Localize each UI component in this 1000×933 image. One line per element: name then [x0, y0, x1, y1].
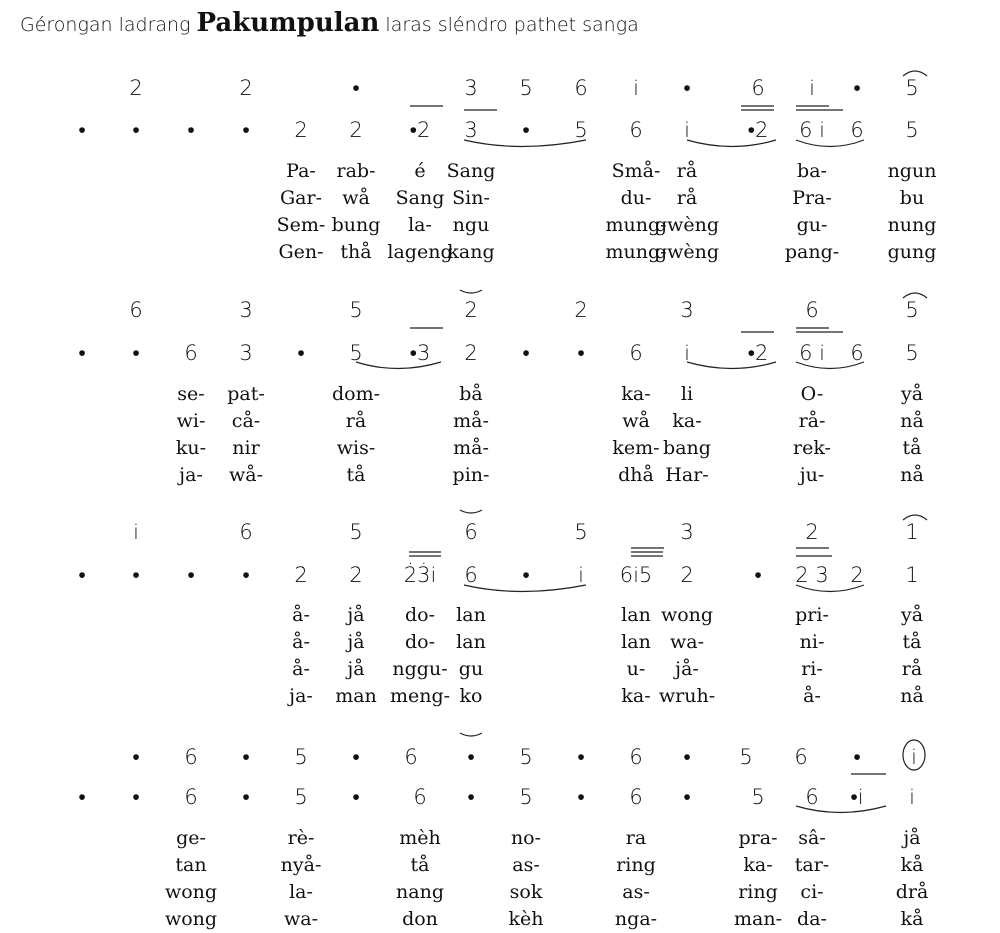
lyric-syllable: sâ-	[798, 827, 826, 849]
lyric-syllable: ra	[625, 827, 647, 849]
balungan-note: 6	[239, 520, 253, 544]
vocal-note: 6	[413, 785, 427, 809]
balungan-note: 6	[464, 520, 478, 544]
lyric-syllable: do-	[404, 631, 436, 653]
vocal-note: 6	[629, 118, 643, 142]
vocal-note: •	[78, 341, 86, 365]
lyric-syllable: Sem-	[276, 214, 326, 236]
lyric-syllable: rab-	[336, 160, 376, 182]
balungan-note: 2	[464, 298, 478, 322]
lyric-syllable: yå	[900, 604, 924, 626]
balungan-note: 3	[239, 298, 253, 322]
lyric-syllable: Sang	[395, 187, 445, 209]
lyric-syllable: da-	[797, 908, 827, 930]
vocal-note: i̇	[684, 118, 690, 142]
lyric-syllable: wis-	[336, 437, 376, 459]
lyric-syllable: du-	[620, 187, 652, 209]
lyric-syllable: drå	[895, 881, 929, 903]
lyric-syllable: é	[414, 160, 426, 182]
lyric-syllable: Sang	[446, 160, 496, 182]
vocal-note: •	[683, 785, 691, 809]
lyric-syllable: Har-	[665, 464, 709, 486]
title-prefix: Gérongan ladrang	[20, 14, 191, 36]
lyric-syllable: må-	[453, 437, 489, 459]
lyric-syllable: wong	[660, 604, 714, 626]
vocal-note: 5	[905, 341, 919, 365]
lyric-syllable: rå	[676, 187, 698, 209]
lyric-syllable: no-	[510, 827, 542, 849]
vocal-note: 5	[349, 341, 363, 365]
lyric-syllable: rek-	[793, 437, 831, 459]
lyric-syllable: kang	[447, 241, 495, 263]
vocal-note: •	[242, 563, 250, 587]
vocal-note: 6 i̇	[799, 341, 825, 365]
vocal-note: •	[522, 341, 530, 365]
lyric-syllable: bå	[459, 383, 483, 405]
balungan-note: 5	[739, 745, 753, 769]
vocal-note: 5	[905, 118, 919, 142]
vocal-note: •	[132, 785, 140, 809]
vocal-note: •	[132, 118, 140, 142]
lyric-syllable: ngun	[887, 160, 937, 182]
balungan-note: 5	[519, 745, 533, 769]
balungan-note: 6	[129, 298, 143, 322]
lyric-syllable: ja-	[179, 464, 203, 486]
vocal-note: 2	[294, 118, 308, 142]
lyric-syllable: rå-	[798, 410, 826, 432]
vocal-note: •	[522, 118, 530, 142]
lyric-syllable: tå	[346, 464, 366, 486]
lyric-syllable: å-	[292, 604, 310, 626]
lyric-syllable: wå	[622, 410, 650, 432]
lyric-syllable: as-	[622, 881, 650, 903]
vocal-note: 6	[184, 785, 198, 809]
lyric-syllable: lageng	[387, 241, 453, 263]
balungan-note: •	[132, 745, 140, 769]
balungan-note: 3	[680, 298, 694, 322]
vocal-note: 6i̇5	[619, 563, 653, 587]
balungan-note: 6	[574, 76, 588, 100]
vocal-note: •2̇	[747, 118, 769, 142]
lyric-syllable: ju-	[799, 464, 825, 486]
lyric-syllable: ring	[738, 881, 778, 903]
balungan-note: •	[467, 745, 475, 769]
vocal-note: 3	[464, 118, 478, 142]
lyric-syllable: tå	[902, 631, 922, 653]
lyric-syllable: ri-	[801, 658, 823, 680]
lyric-syllable: å-	[292, 631, 310, 653]
lyric-syllable: jå-	[675, 658, 699, 680]
balungan-note: 1	[905, 520, 919, 544]
lyric-syllable: kå	[900, 908, 924, 930]
vocal-note: •	[352, 785, 360, 809]
lyric-syllable: pat-	[227, 383, 265, 405]
lyric-syllable: mèh	[399, 827, 441, 849]
lyric-syllable: ku-	[175, 437, 207, 459]
balungan-note: 5	[905, 76, 919, 100]
vocal-note: •	[132, 563, 140, 587]
balungan-note: •	[352, 745, 360, 769]
vocal-note: •	[297, 341, 305, 365]
lyric-syllable: gwèng	[654, 214, 720, 236]
lyric-syllable: u-	[626, 658, 646, 680]
vocal-note: •	[467, 785, 475, 809]
lyric-syllable: Pa-	[286, 160, 316, 182]
lyric-syllable: jå	[347, 604, 365, 626]
vocal-note: •2	[409, 118, 431, 142]
lyric-syllable: wong	[164, 908, 218, 930]
lyric-syllable: meng-	[389, 685, 451, 707]
lyric-syllable: wå	[342, 187, 370, 209]
vocal-note: 5	[519, 785, 533, 809]
vocal-note: 2	[464, 341, 478, 365]
vocal-note: 6	[629, 785, 643, 809]
lyric-syllable: don	[402, 908, 438, 930]
balungan-note: •	[683, 745, 691, 769]
lyric-syllable: ka-	[621, 685, 651, 707]
lyric-syllable: do-	[404, 604, 436, 626]
lyric-syllable: gu-	[796, 214, 828, 236]
lyric-syllable: gu	[458, 658, 484, 680]
vocal-note: •	[187, 563, 195, 587]
vocal-note: •	[78, 785, 86, 809]
lyric-syllable: ring	[616, 854, 656, 876]
lyric-syllable: tå	[902, 437, 922, 459]
lyric-syllable: jå	[347, 631, 365, 653]
balungan-note: i̇	[809, 76, 815, 100]
lyric-syllable: la-	[408, 214, 432, 236]
lyric-syllable: ci-	[800, 881, 824, 903]
vocal-note: 6	[805, 785, 819, 809]
vocal-note: •	[522, 563, 530, 587]
vocal-note: •	[577, 341, 585, 365]
vocal-note: 5	[294, 785, 308, 809]
lyric-syllable: ka-	[743, 854, 773, 876]
balungan-note: •	[683, 76, 691, 100]
lyric-syllable: bang	[663, 437, 711, 459]
balungan-note: 3	[464, 76, 478, 100]
vocal-note: 5	[574, 118, 588, 142]
balungan-note: 6	[404, 745, 418, 769]
vocal-note: •	[187, 118, 195, 142]
vocal-note: 6	[629, 341, 643, 365]
vocal-note: 6	[850, 118, 864, 142]
lyric-syllable: dom-	[331, 383, 381, 405]
vocal-note: 2 3	[795, 563, 829, 587]
lyric-syllable: O-	[800, 383, 824, 405]
lyric-syllable: pra-	[738, 827, 778, 849]
balungan-note: 5	[349, 298, 363, 322]
lyric-syllable: ge-	[176, 827, 206, 849]
slur-arc	[460, 290, 482, 293]
lyric-syllable: mung-	[605, 214, 667, 236]
vocal-note: •	[577, 785, 585, 809]
balungan-note: 6	[629, 745, 643, 769]
lyric-syllable: pang-	[784, 241, 840, 263]
lyric-syllable: man	[335, 685, 377, 707]
balungan-note: 5	[349, 520, 363, 544]
balungan-note: •	[577, 745, 585, 769]
lyric-syllable: tar-	[794, 854, 830, 876]
balungan-note: 2	[239, 76, 253, 100]
lyric-syllable: Gar-	[279, 187, 323, 209]
vocal-note: •i̇	[850, 785, 864, 809]
lyric-syllable: rè-	[287, 827, 315, 849]
lyric-syllable: ba-	[797, 160, 827, 182]
lyric-syllable: ni-	[799, 631, 825, 653]
slur-arc	[460, 510, 482, 513]
lyric-syllable: man-	[733, 908, 783, 930]
vocal-note: i̇	[684, 341, 690, 365]
lyric-syllable: wa-	[283, 908, 319, 930]
lyric-syllable: lan	[621, 631, 651, 653]
vocal-note: •	[78, 118, 86, 142]
lyric-syllable: ka-	[621, 383, 651, 405]
lyric-syllable: tan	[175, 854, 207, 876]
vocal-note: •3	[409, 341, 431, 365]
balungan-note: •	[352, 76, 360, 100]
vocal-note: •	[242, 785, 250, 809]
lyric-syllable: Gen-	[278, 241, 324, 263]
lyric-syllable: nir	[232, 437, 260, 459]
lyric-syllable: ko	[459, 685, 483, 707]
vocal-note: i̇	[578, 563, 584, 587]
vocal-note: 1	[905, 563, 919, 587]
vocal-note: 5	[751, 785, 765, 809]
lyric-syllable: kem-	[612, 437, 660, 459]
lyric-syllable: jå	[903, 827, 921, 849]
lyric-syllable: dhå	[618, 464, 654, 486]
balungan-note: 6	[184, 745, 198, 769]
lyric-syllable: å-	[292, 658, 310, 680]
balungan-note: 6	[751, 76, 765, 100]
vocal-note: 6 i̇	[799, 118, 825, 142]
vocal-note: •	[754, 563, 762, 587]
balungan-note: i̇	[911, 745, 917, 769]
lyric-syllable: Små-	[611, 160, 661, 182]
lyric-syllable: rå	[901, 658, 923, 680]
balungan-note: i̇	[133, 520, 139, 544]
lyric-syllable: rå	[676, 160, 698, 182]
vocal-note: 6	[850, 341, 864, 365]
vocal-note: 2̇	[349, 563, 363, 587]
title-suffix: laras sléndro pathet sanga	[385, 14, 639, 36]
lyric-syllable: gung	[887, 241, 937, 263]
lyric-syllable: rå	[345, 410, 367, 432]
balungan-note: 2	[129, 76, 143, 100]
lyric-syllable: nå	[900, 685, 924, 707]
balungan-note: 2	[805, 520, 819, 544]
lyric-syllable: må-	[453, 410, 489, 432]
lyric-syllable: kèh	[508, 908, 544, 930]
balungan-note: 6	[794, 745, 808, 769]
lyric-syllable: pin-	[452, 464, 490, 486]
lyric-syllable: sok	[509, 881, 543, 903]
lyric-syllable: ja-	[289, 685, 313, 707]
lyric-syllable: tå	[410, 854, 430, 876]
vocal-note: i̇	[909, 785, 915, 809]
vocal-note: 6	[464, 563, 478, 587]
lyric-syllable: jå	[347, 658, 365, 680]
lyric-syllable: ngu	[452, 214, 490, 236]
vocal-note: 2̇3̇i̇	[403, 563, 437, 587]
lyric-syllable: nå	[900, 410, 924, 432]
lyric-syllable: bung	[331, 214, 381, 236]
lyric-syllable: nung	[887, 214, 937, 236]
lyric-syllable: mung-	[605, 241, 667, 263]
balungan-note: 5	[574, 520, 588, 544]
balungan-note: i̇	[633, 76, 639, 100]
lyric-syllable: la-	[289, 881, 313, 903]
vocal-note: •	[242, 118, 250, 142]
lyric-syllable: ka-	[672, 410, 702, 432]
lyric-syllable: pri-	[795, 604, 829, 626]
lyric-syllable: lan	[456, 631, 486, 653]
vocal-note: 2	[680, 563, 694, 587]
lyric-syllable: wa-	[669, 631, 705, 653]
balungan-note: 5	[519, 76, 533, 100]
lyric-syllable: wå-	[228, 464, 264, 486]
lyric-syllable: lan	[456, 604, 486, 626]
vocal-note: 2	[850, 563, 864, 587]
lyric-syllable: Pra-	[792, 187, 832, 209]
vocal-note: •	[132, 341, 140, 365]
balungan-note: •	[853, 745, 861, 769]
lyric-syllable: lan	[621, 604, 651, 626]
vocal-note: •2̇	[747, 341, 769, 365]
title-piece-name: Pakumpulan	[196, 8, 380, 38]
lyric-syllable: nå	[900, 464, 924, 486]
lyric-syllable: nang	[396, 881, 444, 903]
balungan-note: 5	[294, 745, 308, 769]
lyric-syllable: kå	[900, 854, 924, 876]
lyric-syllable: gwèng	[654, 241, 720, 263]
lyric-syllable: å-	[803, 685, 821, 707]
vocal-note: 6	[184, 341, 198, 365]
lyric-syllable: wruh-	[658, 685, 716, 707]
lyric-syllable: li	[680, 383, 694, 405]
vocal-note: 2	[349, 118, 363, 142]
vocal-note: 2̇	[294, 563, 308, 587]
lyric-syllable: thå	[340, 241, 372, 263]
balungan-note: •	[853, 76, 861, 100]
balungan-note: •	[242, 745, 250, 769]
vocal-note: 3	[239, 341, 253, 365]
balungan-note: 2	[574, 298, 588, 322]
balungan-note: 6	[805, 298, 819, 322]
lyric-syllable: nga-	[614, 908, 658, 930]
slur-arc	[460, 733, 482, 736]
lyric-syllable: as-	[512, 854, 540, 876]
lyric-syllable: se-	[177, 383, 205, 405]
lyric-syllable: Sin-	[452, 187, 490, 209]
lyric-syllable: nggu-	[392, 658, 448, 680]
balungan-note: 5	[905, 298, 919, 322]
lyric-syllable: bu	[899, 187, 925, 209]
lyric-syllable: yå	[900, 383, 924, 405]
lyric-syllable: wong	[164, 881, 218, 903]
balungan-note: 3	[680, 520, 694, 544]
vocal-note: •	[78, 563, 86, 587]
lyric-syllable: cå-	[231, 410, 261, 432]
lyric-syllable: wi-	[176, 410, 206, 432]
lyric-syllable: nyå-	[280, 854, 322, 876]
